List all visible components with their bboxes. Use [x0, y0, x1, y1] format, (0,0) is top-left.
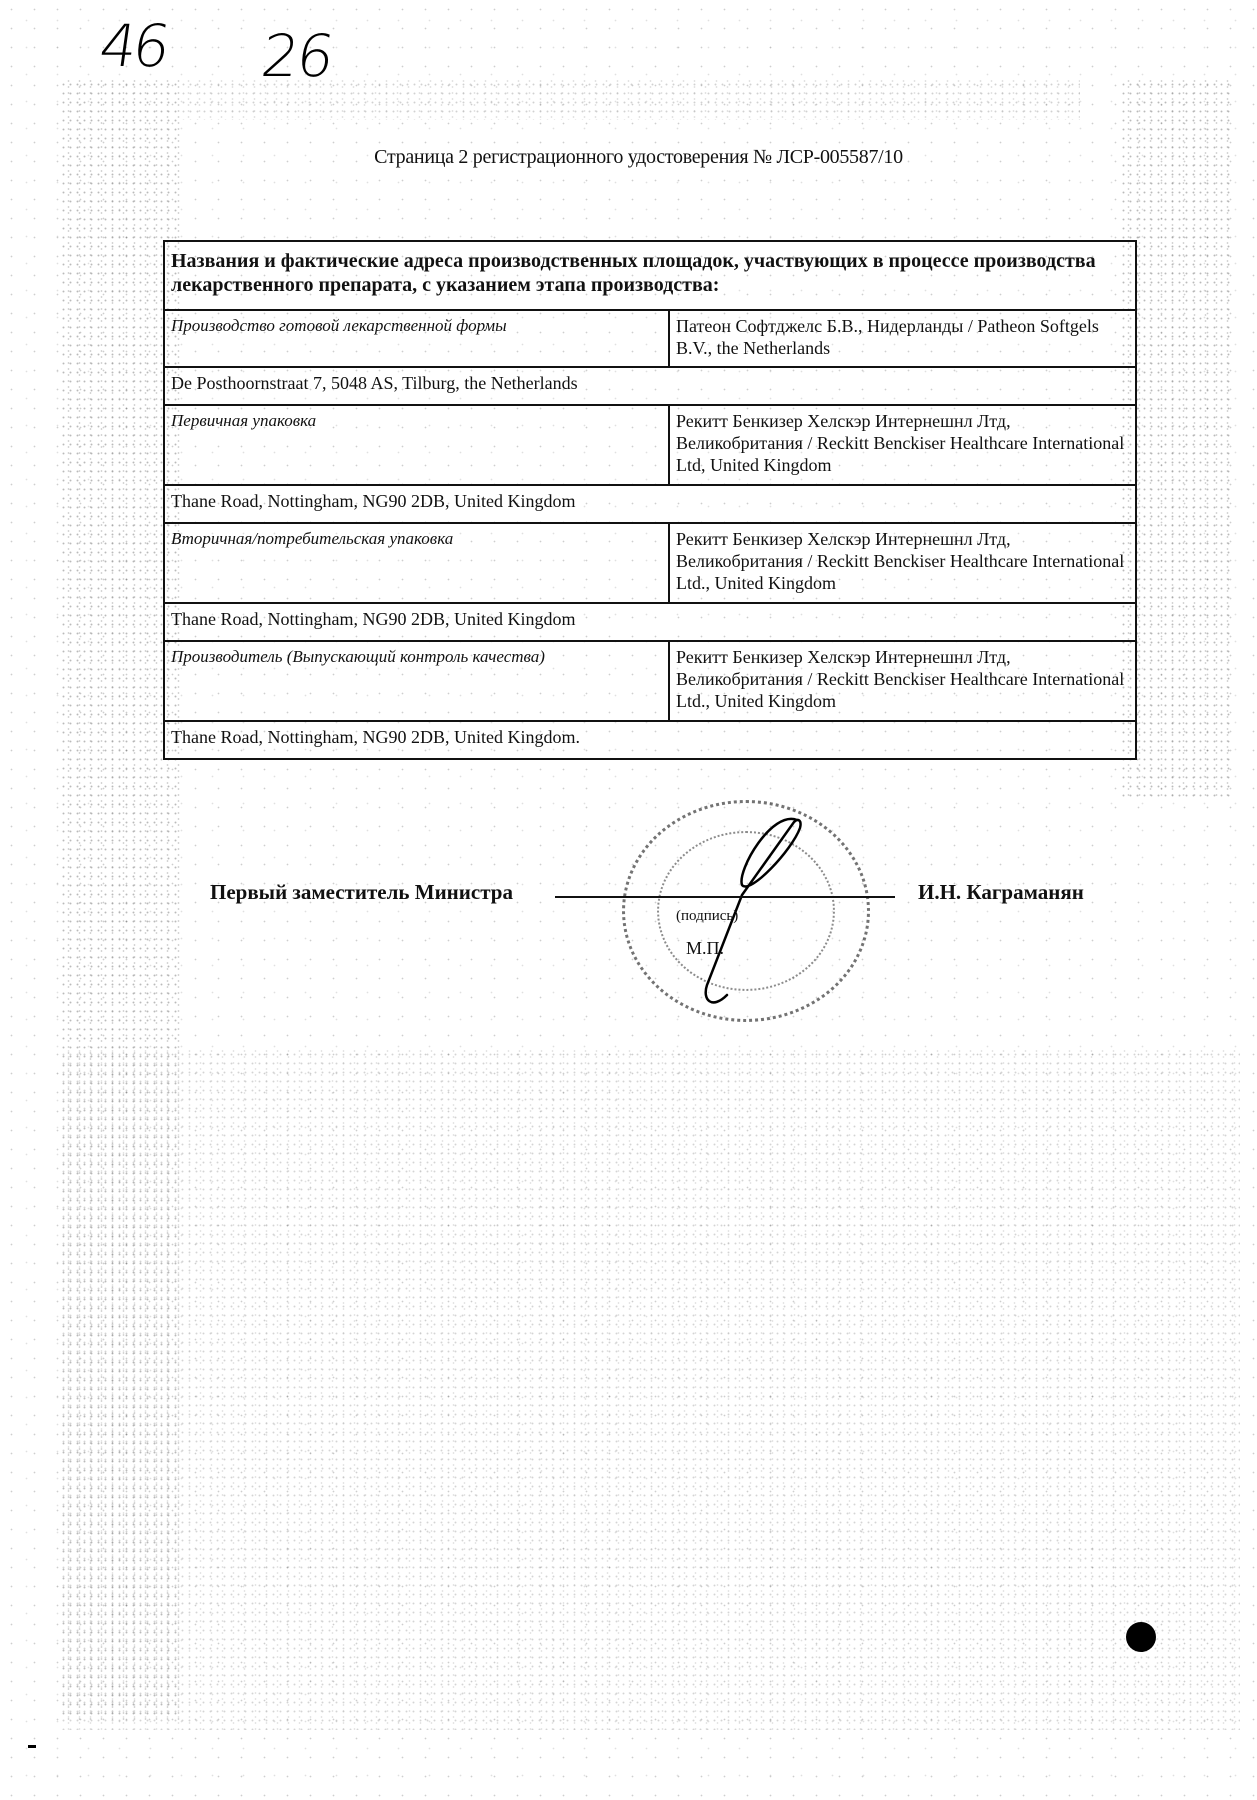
table-row-stage: [165, 404, 1135, 484]
scan-noise-lower-area: [60, 1050, 1240, 1730]
table-row-address: [165, 720, 1135, 758]
table-row-address: [165, 366, 1135, 404]
stage-cell: Производитель (Выпускающий контроль качества): [165, 642, 670, 720]
table-row-address: [165, 484, 1135, 522]
address-cell: Thane Road, Nottingham, NG90 2DB, United Kingdom: [171, 491, 576, 511]
company-cell: Рекитт Бенкизер Хелскэр Интернешнл Лтд, Великобритания / Reckitt Benckiser Healthcare International Ltd., United Kingdom: [676, 647, 1125, 711]
signatory-name: И.Н. Каграманян: [918, 880, 1084, 904]
signature-caption: (подпись): [676, 908, 739, 924]
signature-line: [555, 896, 895, 898]
stage-cell: Первичная упаковка: [165, 406, 670, 484]
address-cell: De Posthoornstraat 7, 5048 AS, Tilburg, the Netherlands: [171, 373, 578, 393]
company-cell: Патеон Софтджелс Б.В., Нидерланды / Patheon Softgels B.V., the Netherlands: [676, 316, 1099, 358]
company-cell: Рекитт Бенкизер Хелскэр Интернешнл Лтд, Великобритания / Reckitt Benckiser Healthcare International Ltd., United Kingdom: [676, 529, 1125, 593]
scan-artifact-dash: [28, 1745, 36, 1748]
address-cell: Thane Road, Nottingham, NG90 2DB, United Kingdom.: [171, 727, 580, 747]
address-cell: Thane Road, Nottingham, NG90 2DB, United Kingdom: [171, 609, 576, 629]
table-row-address: [165, 602, 1135, 640]
stamp-caption: М.П.: [686, 938, 725, 958]
page-title: Страница 2 регистрационного удостоверения № ЛСР-005587/10: [374, 146, 903, 168]
table-row-stage: [165, 522, 1135, 602]
company-cell: Рекитт Бенкизер Хелскэр Интернешнл Лтд, Великобритания / Reckitt Benckiser Healthcare International Ltd, United Kingdom: [676, 411, 1125, 475]
handwritten-mark-left: 46: [95, 12, 171, 80]
table-header: Названия и фактические адреса производственных площадок, участвующих в процессе производства лекарственного препарата, с указанием этапа производства:: [171, 250, 1096, 296]
production-sites-table: [163, 240, 1137, 760]
table-row-stage: [165, 640, 1135, 720]
stage-cell: Вторичная/потребительская упаковка: [165, 524, 670, 602]
handwritten-mark-right: 26: [257, 22, 337, 90]
table-header-row: [165, 242, 1135, 309]
signature-block: [0, 880, 1257, 920]
table-row-stage: [165, 309, 1135, 366]
signature-scribble-icon: [622, 800, 882, 1040]
signatory-title: Первый заместитель Министра: [210, 880, 513, 904]
scan-black-dot-icon: [1126, 1622, 1156, 1652]
stage-cell: Производство готовой лекарственной формы: [165, 311, 670, 366]
